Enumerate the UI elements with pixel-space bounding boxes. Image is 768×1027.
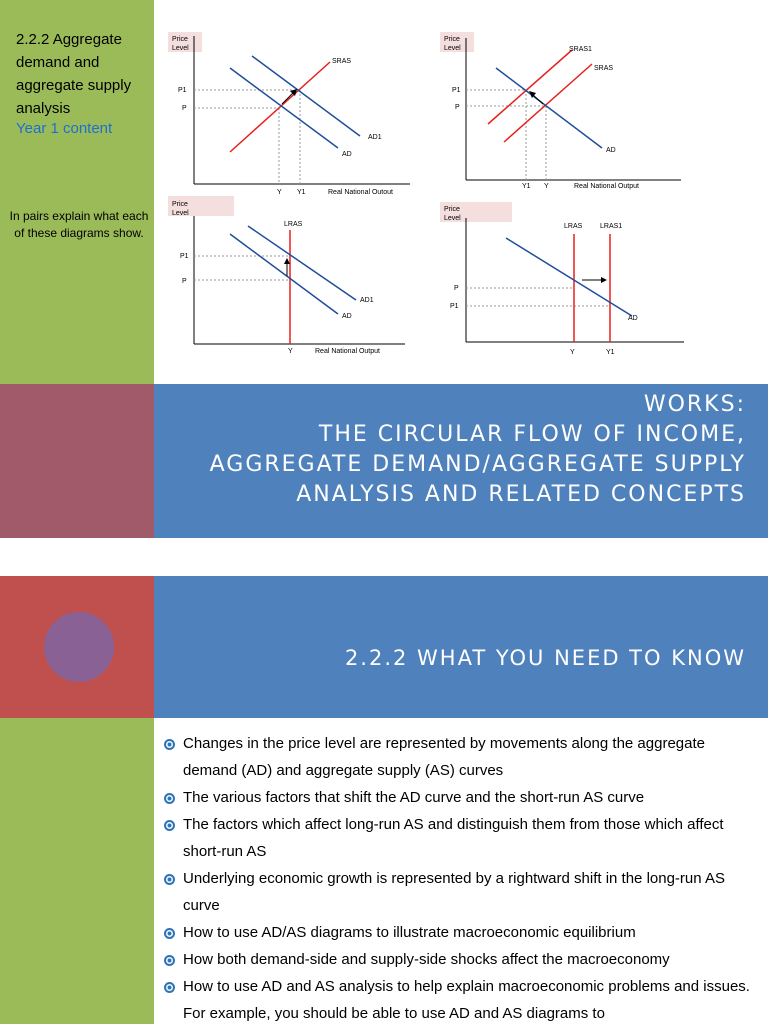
p1-label: P1 bbox=[452, 87, 461, 94]
ad1-curve bbox=[248, 226, 356, 300]
bullet-icon bbox=[164, 739, 175, 750]
y-axis-label-1: Price bbox=[444, 206, 460, 213]
slide-1-title: 2.2.2 Aggregate demand and aggregate supply analysis bbox=[16, 31, 132, 117]
sras1-curve bbox=[488, 50, 572, 124]
y-label: Y bbox=[544, 183, 549, 190]
ad1-label: AD1 bbox=[360, 297, 374, 304]
p-label: P bbox=[455, 104, 460, 111]
y-axis-label-2: Level bbox=[172, 45, 189, 52]
bullet-list bbox=[160, 730, 760, 1027]
slide-3 bbox=[0, 576, 768, 718]
ad-label: AD bbox=[606, 147, 616, 154]
diagram-ad-shift bbox=[160, 28, 420, 200]
ad1-label: AD1 bbox=[368, 134, 382, 141]
diagram-lras-shift bbox=[436, 198, 696, 370]
bullet-icon bbox=[164, 874, 175, 885]
p-label: P bbox=[182, 105, 187, 112]
p1-label: P1 bbox=[178, 87, 187, 94]
shift-arrow bbox=[282, 92, 294, 104]
ad-label: AD bbox=[342, 313, 352, 320]
slide-3-title: 2.2.2 WHAT YOU NEED TO KNOW bbox=[344, 646, 746, 670]
shift-arrow-head bbox=[601, 277, 607, 283]
bullet-icon bbox=[164, 928, 175, 939]
y-label: Y bbox=[570, 349, 575, 356]
slide-2 bbox=[0, 362, 768, 538]
y-axis-label-1: Price bbox=[172, 201, 188, 208]
list-item bbox=[160, 811, 760, 865]
bullet-text: How to use AD and AS analysis to help explain macroeconomic problems and issues. For example, you should be able to use AD and AS diagrams to bbox=[183, 978, 750, 1022]
list-item bbox=[160, 946, 760, 973]
slide-gap bbox=[0, 538, 768, 576]
x-axis-label: Real National Outout bbox=[328, 189, 393, 196]
list-item bbox=[160, 784, 760, 811]
diagram-lras-ad-shift bbox=[160, 196, 420, 360]
ad-curve bbox=[506, 238, 632, 316]
slide-1-sidebar bbox=[0, 0, 154, 384]
bullet-text: The various factors that shift the AD curve and the short-run AS curve bbox=[183, 789, 645, 806]
title-line-1: AQA 2.2 HOW THE MACROECONOMY bbox=[286, 362, 746, 387]
slide-4 bbox=[0, 718, 768, 1024]
bullet-icon bbox=[164, 793, 175, 804]
slide-1-subtitle: Year 1 content bbox=[16, 120, 113, 137]
bullet-text: Underlying economic growth is represented by a rightward shift in the long-run AS curve bbox=[183, 870, 725, 914]
diagram-sras-shift bbox=[436, 30, 696, 200]
list-item bbox=[160, 730, 760, 784]
bullet-text: Changes in the price level are represented by movements along the aggregate demand (AD) and aggregate supply (AS) curves bbox=[183, 735, 705, 779]
list-item bbox=[160, 973, 760, 1027]
title-line-3: THE CIRCULAR FLOW OF INCOME, bbox=[318, 422, 746, 447]
sras-curve bbox=[230, 62, 330, 152]
bullet-text: How to use AD/AS diagrams to illustrate macroeconomic equilibrium bbox=[183, 924, 636, 941]
p1-label: P1 bbox=[450, 303, 459, 310]
p1-label: P1 bbox=[180, 253, 189, 260]
y-axis-label-2: Level bbox=[444, 215, 461, 222]
bullet-text: The factors which affect long-run AS and distinguish them from those which affect short-run AS bbox=[183, 816, 724, 860]
y-axis-label-2: Level bbox=[172, 210, 189, 217]
y1-label: Y1 bbox=[606, 349, 615, 356]
y1-label: Y1 bbox=[522, 183, 531, 190]
lras1-label: LRAS1 bbox=[600, 223, 623, 230]
bullet-icon bbox=[164, 955, 175, 966]
list-item bbox=[160, 865, 760, 919]
slide-1 bbox=[0, 0, 768, 384]
title-line-4: AGGREGATE DEMAND/AGGREGATE SUPPLY bbox=[209, 452, 746, 477]
y-axis-label-2: Level bbox=[444, 45, 461, 52]
ad-label: AD bbox=[342, 151, 352, 158]
bullet-icon bbox=[164, 982, 175, 993]
y-label: Y bbox=[277, 189, 282, 196]
bullet-icon bbox=[164, 820, 175, 831]
decorative-circle bbox=[44, 612, 114, 682]
ad-curve bbox=[496, 68, 602, 148]
x-axis-label: Real National Output bbox=[315, 348, 380, 355]
x-axis-label: Real National Output bbox=[574, 183, 639, 190]
p-label: P bbox=[182, 278, 187, 285]
slide-2-sidebar bbox=[0, 384, 154, 538]
y-axis-label-1: Price bbox=[172, 36, 188, 43]
shift-arrow-head bbox=[284, 258, 290, 264]
ad-curve bbox=[230, 234, 338, 314]
title-line-5: ANALYSIS AND RELATED CONCEPTS bbox=[296, 482, 746, 507]
p-label: P bbox=[454, 285, 459, 292]
slide-2-title bbox=[146, 360, 746, 510]
ad-label: AD bbox=[628, 315, 638, 322]
list-item bbox=[160, 919, 760, 946]
lras-label: LRAS bbox=[564, 223, 583, 230]
y-axis-label-1: Price bbox=[444, 36, 460, 43]
title-line-2: WORKS: bbox=[643, 392, 746, 417]
sras-label: SRAS bbox=[594, 65, 614, 72]
lras-label: LRAS bbox=[284, 221, 303, 228]
y1-label: Y1 bbox=[297, 189, 306, 196]
slide-1-instruction: In pairs explain what each of these diagrams show. bbox=[9, 209, 149, 240]
sras1-label: SRAS1 bbox=[569, 46, 592, 53]
y-label: Y bbox=[288, 348, 293, 355]
slide-3-sidebar bbox=[0, 576, 154, 718]
sras-label: SRAS bbox=[332, 58, 352, 65]
slide-4-sidebar bbox=[0, 718, 154, 1024]
bullet-text: How both demand-side and supply-side shocks affect the macroeconomy bbox=[183, 951, 670, 968]
